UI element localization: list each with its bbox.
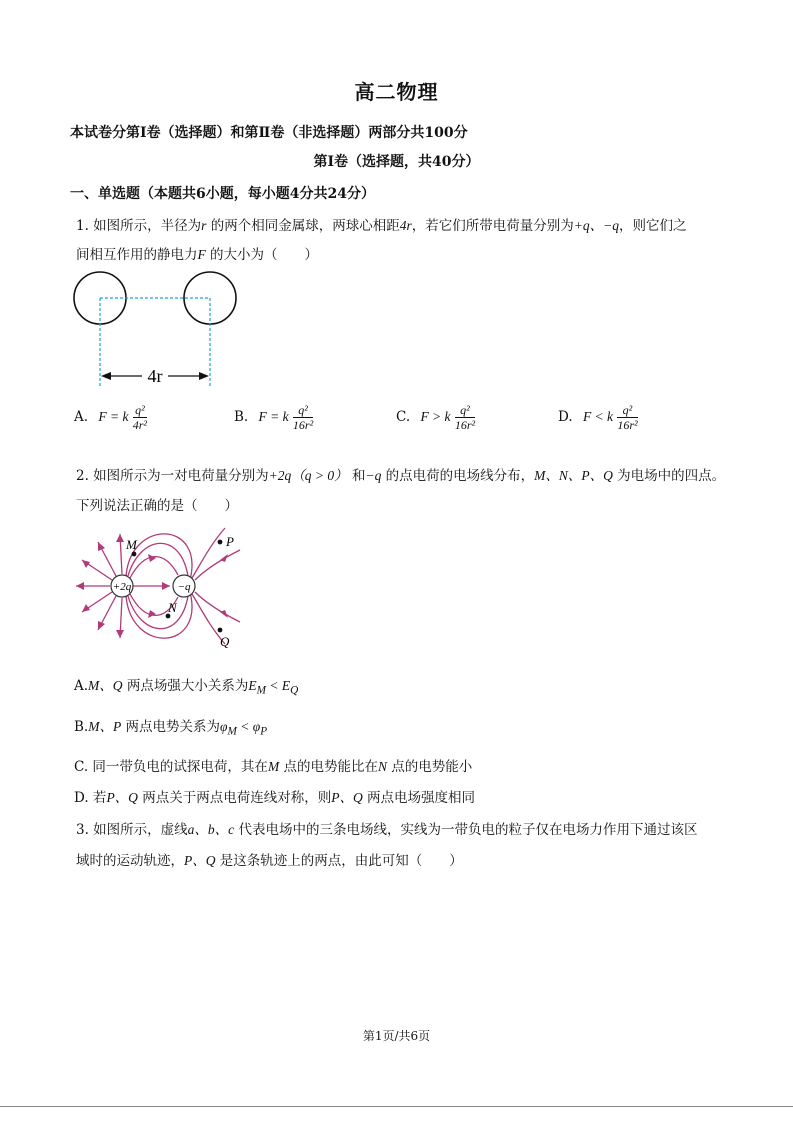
q3-text-a: 3. 如图所示，虚线 bbox=[76, 822, 188, 838]
label-P: P bbox=[226, 534, 234, 549]
option-letter: D. bbox=[558, 409, 573, 425]
q3-points: P、Q bbox=[184, 853, 216, 868]
field-line bbox=[130, 557, 178, 578]
option-text: C. 同一带负电的试探电荷，其在 bbox=[74, 759, 268, 775]
q1-text-c: ，若它们所带电荷量分别为 bbox=[411, 218, 574, 234]
q2-text-d: 为电场中的四点。 bbox=[617, 468, 726, 484]
option-points: P、Q bbox=[106, 790, 138, 805]
label-M: M bbox=[126, 537, 137, 552]
label-Q: Q bbox=[220, 634, 230, 649]
q2-line2: 下列说法正确的是（ ） bbox=[76, 498, 238, 514]
option-letter: C. bbox=[396, 409, 411, 425]
field-line bbox=[192, 528, 225, 578]
part-heading: 第Ⅰ卷（选择题，共40分） bbox=[313, 154, 480, 170]
q2-option-a[interactable] bbox=[74, 674, 298, 697]
option-symbol-2: < φ bbox=[236, 719, 261, 734]
option-lhs: F > k bbox=[420, 409, 451, 424]
field-line bbox=[128, 543, 188, 576]
q3-text-c: 域时的运动轨迹， bbox=[76, 853, 184, 869]
q3-text-d: 是这条轨迹上的两点，由此可知（ ） bbox=[219, 853, 463, 869]
point-M bbox=[132, 552, 137, 557]
intro-text: 本试卷分第Ⅰ卷（选择题）和第Ⅱ卷（非选择题）两部分共100分 bbox=[70, 125, 468, 141]
q2-points: M、N、P、Q bbox=[534, 468, 613, 483]
arrowhead bbox=[148, 610, 156, 618]
field-line bbox=[195, 550, 240, 580]
q1-line2 bbox=[76, 243, 318, 263]
option-text-3: 两点电场强度相同 bbox=[367, 790, 476, 806]
positive-charge-label: +2q bbox=[112, 581, 132, 593]
q3-text-b: 代表电场中的三条电场线，实线为一带负电的粒子仅在电场力作用下通过该区 bbox=[238, 822, 698, 838]
fraction-denominator: 16r² bbox=[617, 418, 638, 432]
option-letter: B. bbox=[74, 719, 89, 735]
arrowhead bbox=[116, 534, 124, 542]
q2-negative-charge: −q bbox=[365, 468, 382, 483]
q2-positive-charge: +2q（q > 0） bbox=[268, 468, 348, 483]
arrow-head-left bbox=[101, 372, 111, 380]
q1-option-d[interactable] bbox=[558, 404, 638, 431]
q1-distance: 4r bbox=[399, 218, 412, 233]
q1-text-b: 的两个相同金属球，两球心相距 bbox=[210, 218, 400, 234]
page-footer: 第1页/共6页 bbox=[362, 1029, 431, 1043]
field-line bbox=[128, 596, 188, 629]
q2-text-a: 2. 如图所示为一对电荷量分别为 bbox=[76, 468, 269, 484]
option-symbol: φ bbox=[220, 719, 228, 734]
distance-label: 4r bbox=[147, 366, 163, 386]
option-points-2: P、Q bbox=[331, 790, 363, 805]
q1-text-f: 的大小为（ ） bbox=[210, 247, 319, 263]
option-lhs: F = k bbox=[98, 409, 129, 424]
option-text: 两点电势关系为 bbox=[125, 719, 221, 735]
option-text: 两点场强大小关系为 bbox=[126, 678, 249, 694]
option-symbol: E bbox=[248, 678, 257, 693]
arrowhead bbox=[148, 554, 156, 562]
fraction-denominator: 16r² bbox=[454, 418, 476, 432]
option-letter: A. bbox=[74, 678, 89, 694]
option-subscript-2: Q bbox=[290, 684, 299, 697]
option-text-3: 点的电势能小 bbox=[391, 759, 473, 775]
option-letter: A. bbox=[74, 409, 89, 425]
q2-option-b[interactable] bbox=[74, 715, 267, 738]
q2-option-d[interactable] bbox=[74, 786, 475, 806]
label-N: N bbox=[168, 600, 177, 615]
q2-text-b: 和 bbox=[351, 468, 366, 484]
option-symbol-2: < E bbox=[265, 678, 291, 693]
arrowhead bbox=[116, 630, 124, 638]
q3-line2 bbox=[76, 849, 463, 869]
q1-option-a[interactable] bbox=[74, 404, 147, 431]
q1-charges: +q、−q bbox=[573, 218, 619, 233]
option-subscript: M bbox=[227, 725, 237, 738]
option-subscript: M bbox=[256, 684, 266, 697]
option-text-2: 点的电势能比在 bbox=[283, 759, 378, 775]
option-point-M: M bbox=[267, 759, 280, 774]
q2-line1 bbox=[76, 464, 725, 484]
option-points: M、Q bbox=[88, 678, 123, 693]
fraction-denominator: 16r² bbox=[292, 418, 314, 432]
arrow-head-right bbox=[199, 372, 209, 380]
q2-field-lines-figure bbox=[70, 520, 250, 650]
fraction-numerator: q² bbox=[617, 404, 637, 418]
option-lhs: F < k bbox=[582, 409, 614, 424]
q1-text-e: 间相互作用的静电力 bbox=[76, 247, 198, 263]
field-line bbox=[195, 592, 240, 622]
q1-text-a: 1. 如图所示，半径为 bbox=[76, 218, 202, 234]
point-P bbox=[218, 540, 223, 545]
q1-var-F: F bbox=[197, 247, 206, 262]
point-Q bbox=[218, 628, 223, 633]
arrowhead bbox=[76, 582, 84, 590]
fraction-denominator: 4r² bbox=[132, 418, 148, 432]
negative-charge-label: −q bbox=[177, 581, 191, 593]
option-lhs: F = k bbox=[258, 409, 289, 424]
q2-option-c[interactable] bbox=[74, 755, 472, 775]
arrowhead bbox=[162, 582, 170, 590]
option-text: D. 若 bbox=[74, 790, 107, 806]
q3-line1 bbox=[76, 818, 697, 838]
section-heading: 一、单选题（本题共6小题，每小题4分共24分） bbox=[70, 186, 375, 202]
q1-option-b[interactable] bbox=[234, 404, 313, 431]
q1-line1 bbox=[76, 214, 686, 234]
fraction-numerator: q² bbox=[455, 404, 475, 418]
page-bottom-border bbox=[0, 1106, 793, 1107]
q1-option-c[interactable] bbox=[396, 404, 475, 431]
option-points: M、P bbox=[88, 719, 122, 734]
q3-lines-abc: a、b、c bbox=[187, 822, 235, 837]
q2-text-c: 的点电荷的电场线分布， bbox=[385, 468, 535, 484]
q1-two-spheres-figure bbox=[70, 270, 245, 392]
q1-var-r: r bbox=[201, 218, 207, 233]
q1-text-d: ，则它们之 bbox=[618, 218, 687, 234]
option-text-2: 两点关于两点电荷连线对称，则 bbox=[142, 790, 332, 806]
page-title: 高二物理 bbox=[354, 80, 439, 104]
fraction-numerator: q² bbox=[133, 404, 147, 418]
option-point-N: N bbox=[377, 759, 387, 774]
option-subscript-2: P bbox=[260, 725, 268, 738]
option-letter: B. bbox=[234, 409, 249, 425]
fraction-numerator: q² bbox=[293, 404, 313, 418]
